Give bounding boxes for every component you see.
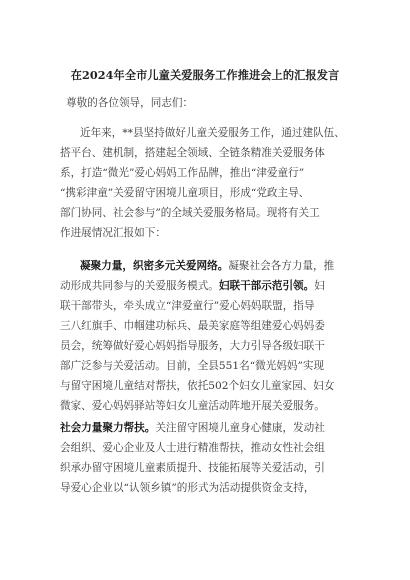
salutation: 尊敬的各位领导，同志们： — [66, 97, 194, 109]
intro-line: 近年来，**县坚持做好儿童关爱服务工作，通过建队伍、 — [80, 127, 345, 139]
section1-first-line — [80, 259, 334, 273]
section1-line: 员会，统筹做好爱心妈妈指导服务，大力引导各级妇联干 — [60, 340, 325, 352]
section1-second-line — [60, 279, 325, 293]
section2-line: 导爱心企业以“认领乡镇”的形式为活动提供资金支持， — [60, 482, 315, 494]
intro-line: 部门协同、社会参与”的全域关爱服务格局。现将有关工 — [60, 207, 320, 219]
section1-line: 三八红旗手、巾帼建功标兵、最美家庭等组建爱心妈妈委 — [60, 320, 325, 332]
document-title: 在2024年全市儿童关爱服务工作推进会上的汇报发言 — [70, 68, 340, 82]
section1-line: 联干部带头，牵头成立“津爱童行”爱心妈妈联盟，指导 — [60, 300, 315, 312]
section1-heading: 凝聚力量，织密多元关爱网络。 — [80, 260, 229, 272]
section1-line: 与留守困境儿童结对帮扶，依托502个妇女儿童家园、妇女 — [60, 380, 335, 392]
intro-line: 搭平台、建机制，搭建起全领域、全链条精准关爱服务体 — [60, 147, 325, 159]
intro-line: “携彩津童”关爱留守困境儿童项目，形成“党政主导、 — [60, 187, 310, 199]
section1-subheading: 妇联干部示范引领。 — [218, 280, 315, 292]
section1-line: 部广泛参与关爱活动。目前，全县551名“微光妈妈”实现 — [60, 360, 325, 372]
section1-line: 微家、爱心妈妈驿站等妇女儿童活动阵地开展关爱服务。 — [60, 400, 325, 412]
section2-line: 会组织、爱心企业及人士进行精准帮扶，推动女性社会组 — [60, 442, 325, 454]
section1-text: 动形成共同参与的关爱服务模式。 — [60, 280, 219, 292]
section1-text: 凝聚社会各方力量，推 — [228, 260, 335, 272]
intro-line: 系，打造“微光”爱心妈妈工作品牌，推出“津爱童行” — [60, 167, 305, 179]
section2-heading: 社会力量聚力帮扶。 — [60, 422, 156, 434]
section1-text: 妇 — [314, 280, 325, 292]
section2-text: 关注留守困境儿童身心健康，发动社 — [155, 422, 325, 434]
intro-line: 作进展情况汇报如下： — [60, 227, 166, 239]
section2-first-line — [60, 421, 325, 435]
section2-line: 织承办留守困境儿童素质提升、技能拓展等关爱活动，引 — [60, 462, 325, 474]
